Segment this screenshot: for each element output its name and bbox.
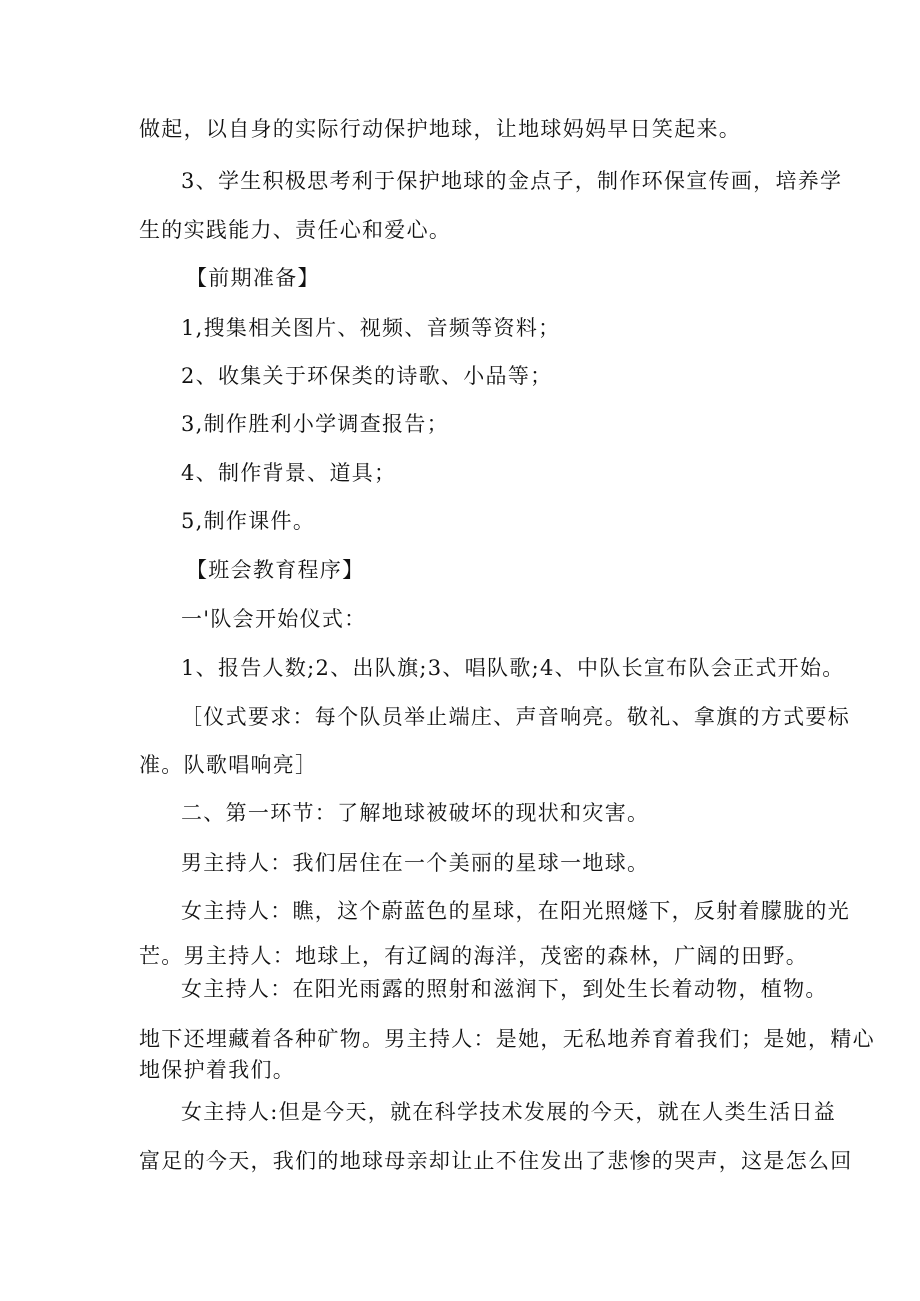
ceremony-requirement-line-2: 准。队歌唱响亮］ [139,753,318,777]
dialogue-line-5: 地下还埋藏着各种矿物。男主持人：是她，无私地养育着我们；是她，精心 [139,1027,875,1051]
paragraph-line-3: 生的实践能力、责任心和爱心。 [139,218,452,242]
ceremony-requirement-line-1: ［仪式要求：每个队员举止端庄、声音响亮。敬礼、拿旗的方式要标 [181,705,850,729]
dialogue-line-8: 富足的今天，我们的地球母亲却让止不住发出了悲惨的哭声，这是怎么回 [139,1149,853,1173]
dialogue-line-6: 地保护着我们。 [139,1058,296,1082]
list-item-2: 2、收集关于环保类的诗歌、小品等； [181,364,553,388]
procedure-step-1-detail: 1、报告人数;2、出队旗;3、唱队歌;4、中队长宣布队会正式开始。 [181,656,845,680]
dialogue-line-7: 女主持人:但是今天，就在科学技术发展的今天，就在人类生活日益 [181,1100,837,1124]
list-item-4: 4、制作背景、道具； [181,461,397,485]
section-heading-procedure: 【班会教育程序】 [186,558,365,582]
procedure-step-1-title: 一'队会开始仪式： [181,607,367,631]
paragraph-line-1: 做起，以自身的实际行动保护地球，让地球妈妈早日笑起来。 [139,117,742,141]
dialogue-line-3: 芒。男主持人：地球上，有辽阔的海洋，茂密的森林，广阔的田野。 [139,944,808,968]
dialogue-line-2: 女主持人：瞧，这个蔚蓝色的星球，在阳光照燧下，反射着朦胧的光 [181,899,850,923]
procedure-step-2-title: 二、第一环节：了解地球被破坏的现状和灾害。 [181,801,650,825]
paragraph-line-2: 3、学生积极思考利于保护地球的金点子，制作环保宣传画，培养学 [181,169,843,193]
list-item-1: 1,搜集相关图片、视频、音频等资料； [181,316,561,340]
dialogue-line-1: 男主持人：我们居住在一个美丽的星球一地球。 [181,851,650,875]
list-item-3: 3,制作胜利小学调查报告； [181,412,449,436]
list-item-5: 5,制作课件。 [181,509,316,533]
section-heading-preparation: 【前期准备】 [186,266,320,290]
dialogue-line-4: 女主持人：在阳光雨露的照射和滋润下，到处生长着动物，植物。 [181,977,828,1001]
